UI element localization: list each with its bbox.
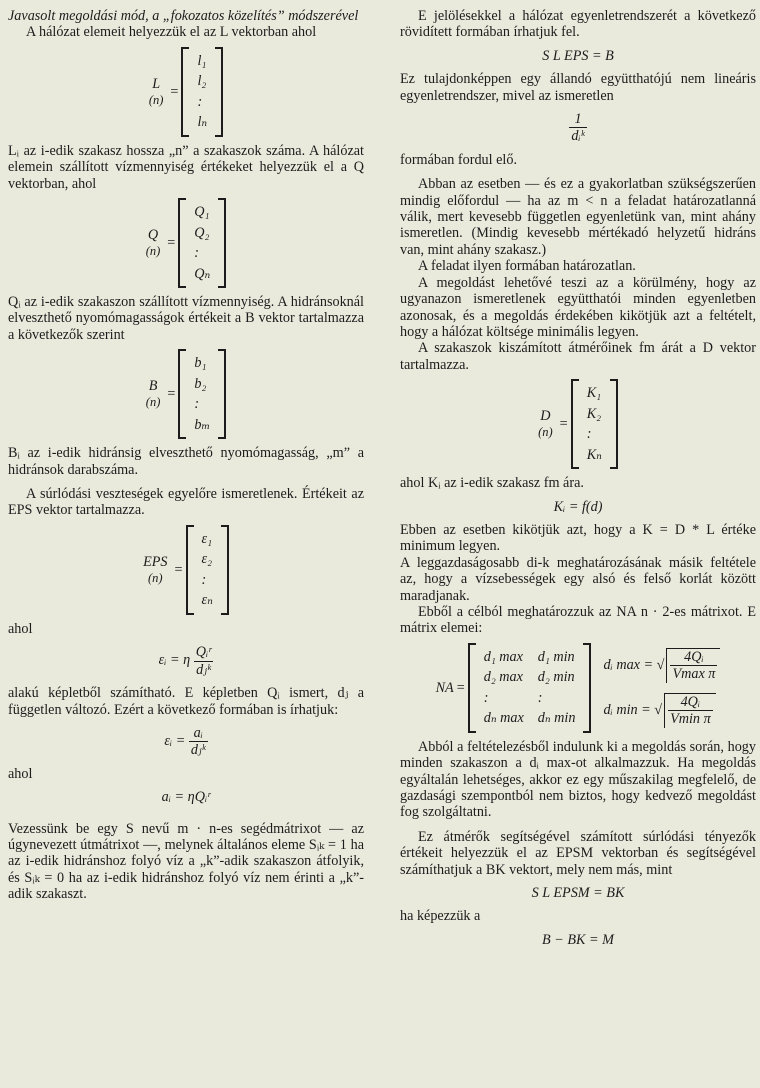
fraction-numerator: 1 bbox=[569, 111, 586, 128]
matrix-row: : bbox=[201, 571, 207, 588]
paragraph: Lᵢ az i-edik szakasz hossza „n” a szakaszok száma. A hálózat elemein szállított vízmennyiség értékeket helyezzük el a Q vektorban, ahol bbox=[8, 142, 364, 192]
fraction-numerator: aᵢ bbox=[189, 725, 208, 742]
right-column bbox=[400, 8, 756, 955]
ahol-label: ahol bbox=[8, 620, 33, 637]
equals-sign: = bbox=[456, 679, 465, 696]
left-column bbox=[8, 8, 364, 903]
matrix-cell: d₂ min bbox=[537, 669, 575, 686]
matrix-label: Q bbox=[147, 227, 159, 244]
matrix-row: : bbox=[194, 396, 200, 413]
matrix-b-block bbox=[8, 349, 364, 439]
matrix-row: b₂ bbox=[194, 375, 207, 392]
matrix-row: Q₂ bbox=[194, 224, 210, 241]
fraction-numerator: Qᵢʳ bbox=[195, 644, 212, 661]
matrix-row: Q₁ bbox=[194, 204, 210, 221]
matrix-na-block bbox=[400, 643, 756, 733]
paragraph: Abból a feltételezésből indulunk ki a megoldás során, hogy minden szakaszon a dᵢ max-ot alkalmazzuk. Ha megoldás egyáltalán lehetséges, akkor ez egy műszakilag megfelelő, de gazdasági szempontból nem biztos, hogy kedvező megoldást fog szolgáltatni. bbox=[400, 738, 756, 821]
matrix-row: εₙ bbox=[201, 592, 213, 609]
matrix-row: bₘ bbox=[194, 416, 211, 433]
paragraph: A hálózat elemeit helyezzük el az L vektorban ahol bbox=[26, 24, 317, 41]
fraction-denominator: dᵢᵏ bbox=[571, 128, 585, 145]
matrix-row: : bbox=[194, 245, 200, 262]
formula-lhs: dᵢ min = bbox=[603, 701, 651, 718]
section-heading: Javasolt megoldási mód, a „fokozatos közelítés” módszerével bbox=[8, 8, 359, 24]
matrix-cell: d₁ min bbox=[537, 648, 575, 665]
fraction-numerator: 4Qᵢ bbox=[670, 649, 717, 666]
equals-sign: = bbox=[170, 83, 179, 100]
matrix-cell: dₙ max bbox=[483, 710, 524, 727]
fraction-denominator: dⱼᵏ bbox=[190, 742, 206, 759]
paragraph: Ebből a célból meghatározzuk az NA n · 2-es mátrixot. E mátrix elemei: bbox=[400, 603, 756, 637]
paragraph: alakú képletből számítható. E képletben Qᵢ ismert, dⱼ a független változó. Ezért a következő formában is írhatjuk: bbox=[8, 685, 364, 718]
matrix-row: l₂ bbox=[197, 73, 207, 90]
matrix-cell: : bbox=[537, 689, 543, 706]
equals-sign: = bbox=[174, 561, 183, 578]
paragraph: formában fordul elő. bbox=[400, 151, 518, 168]
matrix-row: ε₂ bbox=[201, 551, 213, 568]
matrix-d bbox=[571, 379, 618, 469]
formula-epsm: S L EPSM = BK bbox=[531, 885, 625, 902]
matrix-label: L bbox=[152, 75, 161, 92]
matrix-q-block bbox=[8, 198, 364, 288]
formula-system: S L EPS = B bbox=[542, 47, 614, 64]
matrix-row: lₙ bbox=[197, 114, 208, 131]
paragraph: Abban az esetben — és ez a gyakorlatban szükségszerűen mindig előfordul — ha az m < n a feladat határozatlanná válik, mert kevesebb független egyenletünk van, mint ahány ismeretlen. (Mindig kevesebb mértékadó helyzetű hidráns van, mint ahány szakasz.) bbox=[400, 176, 756, 258]
paragraph: A megoldást lehetővé teszi az a körülmény, hogy az ugyanazon ismeretlenek együtthatói minden egyenletben azonosak, és a megoldás érdekében kikötjük azt a feltételt, hogy a hálózat költsége minimális legyen. bbox=[400, 274, 756, 340]
matrix-dimension: (n) bbox=[145, 395, 161, 410]
matrix-dimension: (n) bbox=[145, 244, 161, 259]
paragraph: E jelölésekkel a hálózat egyenletrendszerét a következő rövidített formában írhatjuk fel. bbox=[400, 8, 756, 41]
equals-sign: = bbox=[167, 234, 176, 251]
formula-lhs: dᵢ max = bbox=[603, 657, 654, 674]
formula-m: B − BK = M bbox=[542, 931, 614, 948]
matrix-cell: d₁ max bbox=[483, 648, 523, 665]
paragraph: A leggazdaságosabb di-k meghatározásának másik feltétele az, hogy a vízsebességek egy alsó és felső korlát között maradjanak. bbox=[400, 554, 756, 604]
formula-k: Kᵢ = f(d) bbox=[553, 498, 603, 515]
fraction-denominator: Vmax π bbox=[672, 666, 716, 683]
fraction-denominator: Vmin π bbox=[670, 711, 711, 728]
matrix-row: : bbox=[197, 93, 203, 110]
matrix-label: D bbox=[540, 408, 551, 425]
matrix-dimension: (n) bbox=[538, 425, 553, 440]
matrix-dimension: (n) bbox=[148, 570, 163, 585]
fraction-denominator: dⱼᵏ bbox=[196, 661, 211, 678]
matrix-eps-block bbox=[8, 525, 364, 615]
equals-sign: = bbox=[559, 415, 568, 432]
matrix-na bbox=[468, 643, 592, 733]
paragraph: Ez átmérők segítségével számított súrlódási tényezők értékeit helyezzük el az EPSM vektorban és segítségével számíthatjuk a BK vektort, mely nem más, mint bbox=[400, 828, 756, 878]
matrix-l-block bbox=[8, 47, 364, 137]
matrix-label: B bbox=[148, 378, 158, 395]
matrix-cell: dₙ min bbox=[537, 710, 576, 727]
formula-inverse-d bbox=[400, 111, 756, 145]
formula-lhs: εᵢ = η bbox=[158, 652, 191, 669]
matrix-row: : bbox=[586, 426, 592, 443]
paragraph: ahol Kᵢ az i-edik szakasz fm ára. bbox=[400, 475, 584, 492]
paragraph: Qᵢ az i-edik szakaszon szállított vízmennyiség. A hidránsoknál elveszthető nyomómagasságok értékeit a B vektor tartalmazza a következők szerint bbox=[8, 294, 364, 343]
matrix-q bbox=[178, 198, 226, 288]
matrix-row: Kₙ bbox=[586, 446, 602, 463]
paragraph: Ebben az esetben kikötjük azt, hogy a K = D * L értéke minimum legyen. bbox=[400, 521, 756, 555]
matrix-cell: d₂ max bbox=[483, 669, 523, 686]
matrix-row: K₁ bbox=[586, 385, 602, 402]
matrix-row: l₁ bbox=[197, 52, 207, 69]
formula-dmin: dᵢ min = √ $\frac{\text{4Qᵢ}}{\text{Vmin π}}$ bbox=[603, 693, 720, 728]
fraction-numerator: 4Qᵢ bbox=[668, 694, 713, 711]
paragraph: A szakaszok kiszámított átmérőinek fm árát a D vektor tartalmazza. bbox=[400, 340, 756, 373]
paragraph: A feladat ilyen formában határozatlan. bbox=[418, 258, 636, 275]
paragraph: Bᵢ az i-edik hidránsig elveszthető nyomómagasság, „m” a hidránsok darabszáma. bbox=[8, 445, 364, 478]
matrix-label: EPS bbox=[143, 553, 168, 570]
matrix-b bbox=[178, 349, 226, 439]
matrix-row: Qₙ bbox=[194, 265, 211, 282]
matrix-l bbox=[181, 47, 223, 137]
formula-epsilon bbox=[8, 644, 364, 678]
formula-a: aᵢ = ηQᵢʳ bbox=[161, 789, 211, 806]
d-limits bbox=[603, 648, 720, 728]
matrix-row: K₂ bbox=[586, 405, 602, 422]
matrix-row: b₁ bbox=[194, 355, 207, 372]
paragraph: ha képezzük a bbox=[400, 908, 481, 925]
equals-sign: = bbox=[167, 386, 176, 403]
formula-lhs: εᵢ = bbox=[164, 733, 186, 750]
matrix-eps bbox=[186, 525, 229, 615]
paragraph: Vezessünk be egy S nevű m · n-es segédmátrixot — az úgynevezett útmátrixot —, melynek általános eleme Sᵢₖ = 1 ha az i-edik hidránshoz folyó víz a „k”-adik szakaszon átfolyik, és Sᵢₖ = 0 ha az i-edik hidránshoz folyó víz nem érinti a „k”-adik szakaszt. bbox=[8, 820, 364, 903]
matrix-label: NA bbox=[435, 679, 454, 696]
paragraph: Ez tulajdonképpen egy állandó együtthatójú nem lineáris egyenletrendszer, mivel az ismeretlen bbox=[400, 71, 756, 104]
formula-epsilon-a bbox=[8, 725, 364, 759]
matrix-d-block bbox=[400, 379, 756, 469]
ahol-label: ahol bbox=[8, 765, 33, 782]
matrix-cell: : bbox=[483, 689, 489, 706]
formula-dmax: dᵢ max = √ $\frac{\text{4Qᵢ}}{\text{Vmax π}}$ bbox=[603, 648, 720, 683]
paragraph: A súrlódási veszteségek egyelőre ismeretlenek. Értékeit az EPS vektor tartalmazza. bbox=[8, 486, 364, 519]
matrix-row: ε₁ bbox=[201, 530, 213, 547]
matrix-dimension: (n) bbox=[148, 92, 164, 107]
